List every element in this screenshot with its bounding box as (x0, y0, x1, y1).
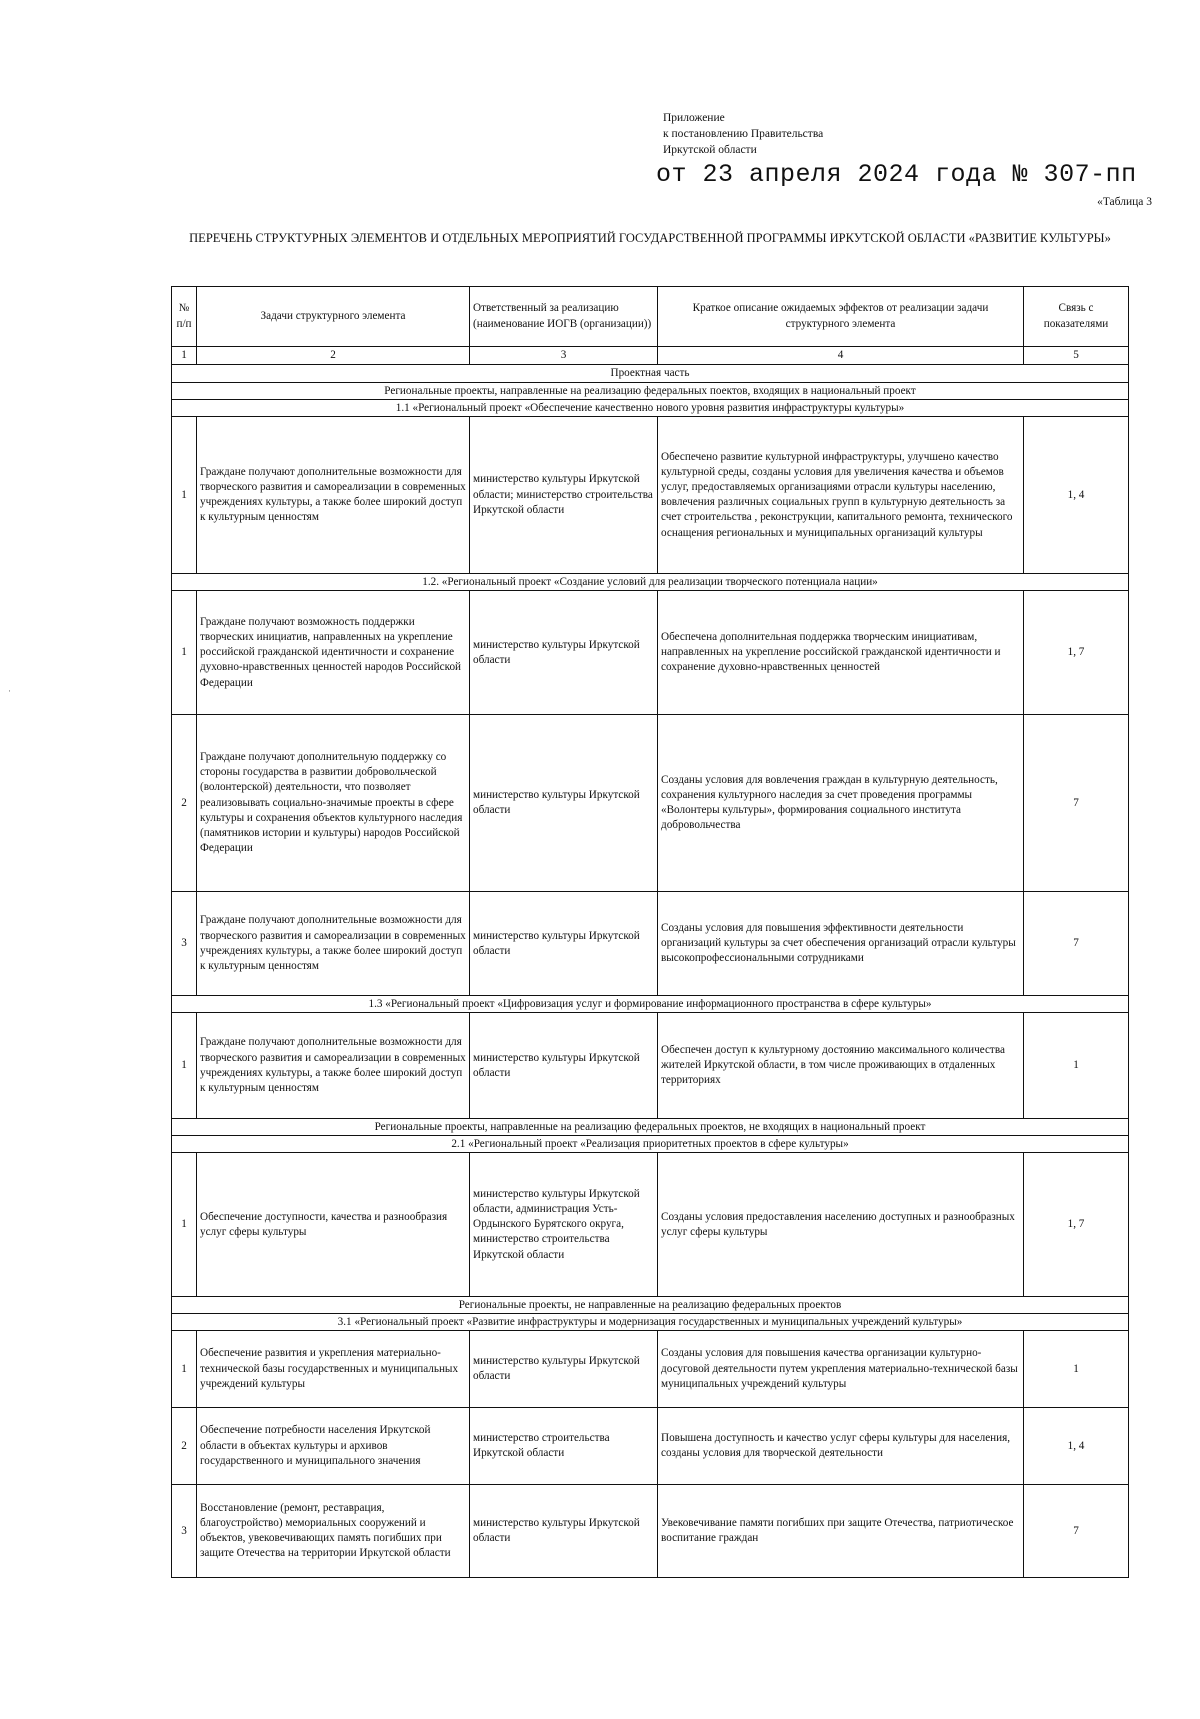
table-row (172, 1153, 1129, 1297)
column-number: 1 (172, 347, 197, 365)
document-title: ПЕРЕЧЕНЬ СТРУКТУРНЫХ ЭЛЕМЕНТОВ И ОТДЕЛЬНЫХ МЕРОПРИЯТИЙ ГОСУДАРСТВЕННОЙ ПРОГРАММЫ ИРКУТСКОЙ ОБЛАСТИ «РАЗВИТИЕ КУЛЬТУРЫ» (189, 231, 1111, 245)
cell-indicator-link: 7 (1024, 715, 1129, 892)
cell-number: 3 (172, 1485, 197, 1578)
section-header-row (172, 365, 1129, 383)
section-header-row (172, 574, 1129, 591)
cell-responsible: министерство культуры Иркутской области (470, 591, 658, 715)
scan-mark: · (8, 686, 11, 696)
column-numbers-row (172, 347, 1129, 365)
table-row (172, 715, 1129, 892)
cell-task: Обеспечение развития и укрепления материально-технической базы государственных и муниципальных учреждений культуры (197, 1331, 470, 1408)
section-title: Региональные проекты, не направленные на реализацию федеральных проектов (172, 1297, 1129, 1314)
cell-responsible: министерство культуры Иркутской области (470, 1485, 658, 1578)
column-number: 2 (197, 347, 470, 365)
cell-responsible: министерство культуры Иркутской области (470, 892, 658, 996)
cell-number: 1 (172, 1153, 197, 1297)
column-number: 4 (658, 347, 1024, 365)
cell-task: Граждане получают возможность поддержки творческих инициатив, направленных на укрепление российской гражданской идентичности и сохранение духовно-нравственных ценностей народов Российской Федерации (197, 591, 470, 715)
cell-number: 2 (172, 715, 197, 892)
cell-indicator-link: 1, 7 (1024, 1153, 1129, 1297)
cell-task: Граждане получают дополнительные возможности для творческого развития и самореализации в современных учреждениях культуры, а также более широкий доступ к культурным ценностям (197, 892, 470, 996)
table-row (172, 892, 1129, 996)
cell-responsible: министерство культуры Иркутской области (470, 1331, 658, 1408)
cell-task: Восстановление (ремонт, реставрация, благоустройство) мемориальных сооружений и объектов, увековечивающих память погибших при защите Отечества на территории Иркутской области (197, 1485, 470, 1578)
table-row (172, 417, 1129, 574)
cell-indicator-link: 1 (1024, 1331, 1129, 1408)
cell-responsible: министерство строительства Иркутской области (470, 1408, 658, 1485)
col-header-task: Задачи структурного элемента (197, 287, 470, 347)
cell-task: Граждане получают дополнительную поддержку со стороны государства в развитии добровольческой (волонтерской) деятельности, что позволяет реализовывать социально-значимые проекты в сфере культуры и сохранения объектов культурного наследия (памятников истории и культуры) народов Российской Федерации (197, 715, 470, 892)
cell-task: Обеспечение потребности населения Иркутской области в объектах культуры и архивов государственного и муниципального значения (197, 1408, 470, 1485)
cell-indicator-link: 7 (1024, 892, 1129, 996)
section-header-row (172, 996, 1129, 1013)
table-row (172, 1485, 1129, 1578)
cell-responsible: министерство культуры Иркутской области, администрация Усть-Ордынского Бурятского округа, министерство строительства Иркутской области (470, 1153, 658, 1297)
table-row (172, 1408, 1129, 1485)
program-elements-table (171, 286, 1129, 1578)
col-header-link: Связь с показателями (1024, 287, 1129, 347)
section-title: 1.2. «Региональный проект «Создание условий для реализации творческого потенциала нации» (172, 574, 1129, 591)
section-header-row (172, 1119, 1129, 1136)
cell-indicator-link: 7 (1024, 1485, 1129, 1578)
appendix-line: к постановлению Правительства (663, 128, 824, 140)
section-title: 1.1 «Региональный проект «Обеспечение качественно нового уровня развития инфраструктуры культуры» (172, 400, 1129, 417)
cell-description: Обеспечено развитие культурной инфраструктуры, улучшено качество культурной среды, созданы условия для увеличения качества и объемов услуг, предоставляемых организациями отрасли культуры населению, вовлечения различных социальных групп в культурную деятельность за счет строительства , реконструкции, капитального ремонта, технического оснащения региональных и муниципальных организаций культуры (658, 417, 1024, 574)
col-header-num: № п/п (172, 287, 197, 347)
table-label: «Таблица 3 (1097, 196, 1152, 208)
cell-responsible: министерство культуры Иркутской области (470, 715, 658, 892)
cell-task: Обеспечение доступности, качества и разнообразия услуг сферы культуры (197, 1153, 470, 1297)
section-title: 1.3 «Региональный проект «Цифровизация услуг и формирование информационного пространства в сфере культуры» (172, 996, 1129, 1013)
table-row (172, 1331, 1129, 1408)
section-title: Региональные проекты, направленные на реализацию федеральных проектов, не входящих в национальный проект (172, 1119, 1129, 1136)
cell-description: Обеспечена дополнительная поддержка творческим инициативам, направленных на укрепление российской гражданской идентичности и сохранение духовно-нравственных ценностей (658, 591, 1024, 715)
table-header-row (172, 287, 1129, 347)
cell-indicator-link: 1, 7 (1024, 591, 1129, 715)
cell-description: Созданы условия для повышения качества организации культурно-досуговой деятельности путем укрепления материально-технической базы муниципальных учреждений культуры (658, 1331, 1024, 1408)
cell-description: Повышена доступность и качество услуг сферы культуры для населения, созданы условия для творческой деятельности (658, 1408, 1024, 1485)
section-title: Проектная часть (172, 365, 1129, 383)
cell-task: Граждане получают дополнительные возможности для творческого развития и самореализации в современных учреждениях культуры, а также более широкий доступ к культурным ценностям (197, 417, 470, 574)
table-row (172, 1013, 1129, 1119)
appendix-line: Приложение (663, 112, 725, 124)
cell-number: 1 (172, 1013, 197, 1119)
appendix-header (663, 110, 1103, 158)
cell-number: 1 (172, 1331, 197, 1408)
section-title: 2.1 «Региональный проект «Реализация приоритетных проектов в сфере культуры» (172, 1136, 1129, 1153)
cell-number: 3 (172, 892, 197, 996)
cell-responsible: министерство культуры Иркутской области (470, 1013, 658, 1119)
appendix-line: Иркутской области (663, 144, 757, 156)
column-number: 3 (470, 347, 658, 365)
column-number: 5 (1024, 347, 1129, 365)
cell-description: Обеспечен доступ к культурному достоянию максимального количества жителей Иркутской области, в том числе проживающих в отдаленных территориях (658, 1013, 1024, 1119)
cell-task: Граждане получают дополнительные возможности для творческого развития и самореализации в современных учреждениях культуры, а также более широкий доступ к культурным ценностям (197, 1013, 470, 1119)
cell-responsible: министерство культуры Иркутской области; министерство строительства Иркутской области (470, 417, 658, 574)
section-title: Региональные проекты, направленные на реализацию федеральных поектов, входящих в национальный проект (172, 383, 1129, 400)
cell-description: Созданы условия предоставления населению доступных и разнообразных услуг сферы культуры (658, 1153, 1024, 1297)
cell-indicator-link: 1, 4 (1024, 417, 1129, 574)
cell-description: Увековечивание памяти погибших при защите Отечества, патриотическое воспитание граждан (658, 1485, 1024, 1578)
section-title: 3.1 «Региональный проект «Развитие инфраструктуры и модернизация государственных и муниципальных учреждений культуры» (172, 1314, 1129, 1331)
cell-indicator-link: 1, 4 (1024, 1408, 1129, 1485)
section-header-row (172, 1297, 1129, 1314)
section-header-row (172, 1136, 1129, 1153)
cell-description: Созданы условия для повышения эффективности деятельности организаций культуры за счет обеспечения организаций отрасли культуры высокопрофессиональными сотрудниками (658, 892, 1024, 996)
order-number: от 23 апреля 2024 года № 307-пп (656, 160, 1137, 189)
cell-number: 1 (172, 417, 197, 574)
col-header-description: Краткое описание ожидаемых эффектов от реализации задачи структурного элемента (658, 287, 1024, 347)
cell-number: 2 (172, 1408, 197, 1485)
section-header-row (172, 383, 1129, 400)
cell-number: 1 (172, 591, 197, 715)
table-body (172, 365, 1129, 1578)
cell-description: Созданы условия для вовлечения граждан в культурную деятельность, сохранения культурного наследия за счет проведения программы «Волонтеры культуры», формирования социального института добровольчества (658, 715, 1024, 892)
cell-indicator-link: 1 (1024, 1013, 1129, 1119)
section-header-row (172, 400, 1129, 417)
col-header-responsible: Ответственный за реализацию (наименование ИОГВ (организации)) (470, 287, 658, 347)
section-header-row (172, 1314, 1129, 1331)
table-row (172, 591, 1129, 715)
